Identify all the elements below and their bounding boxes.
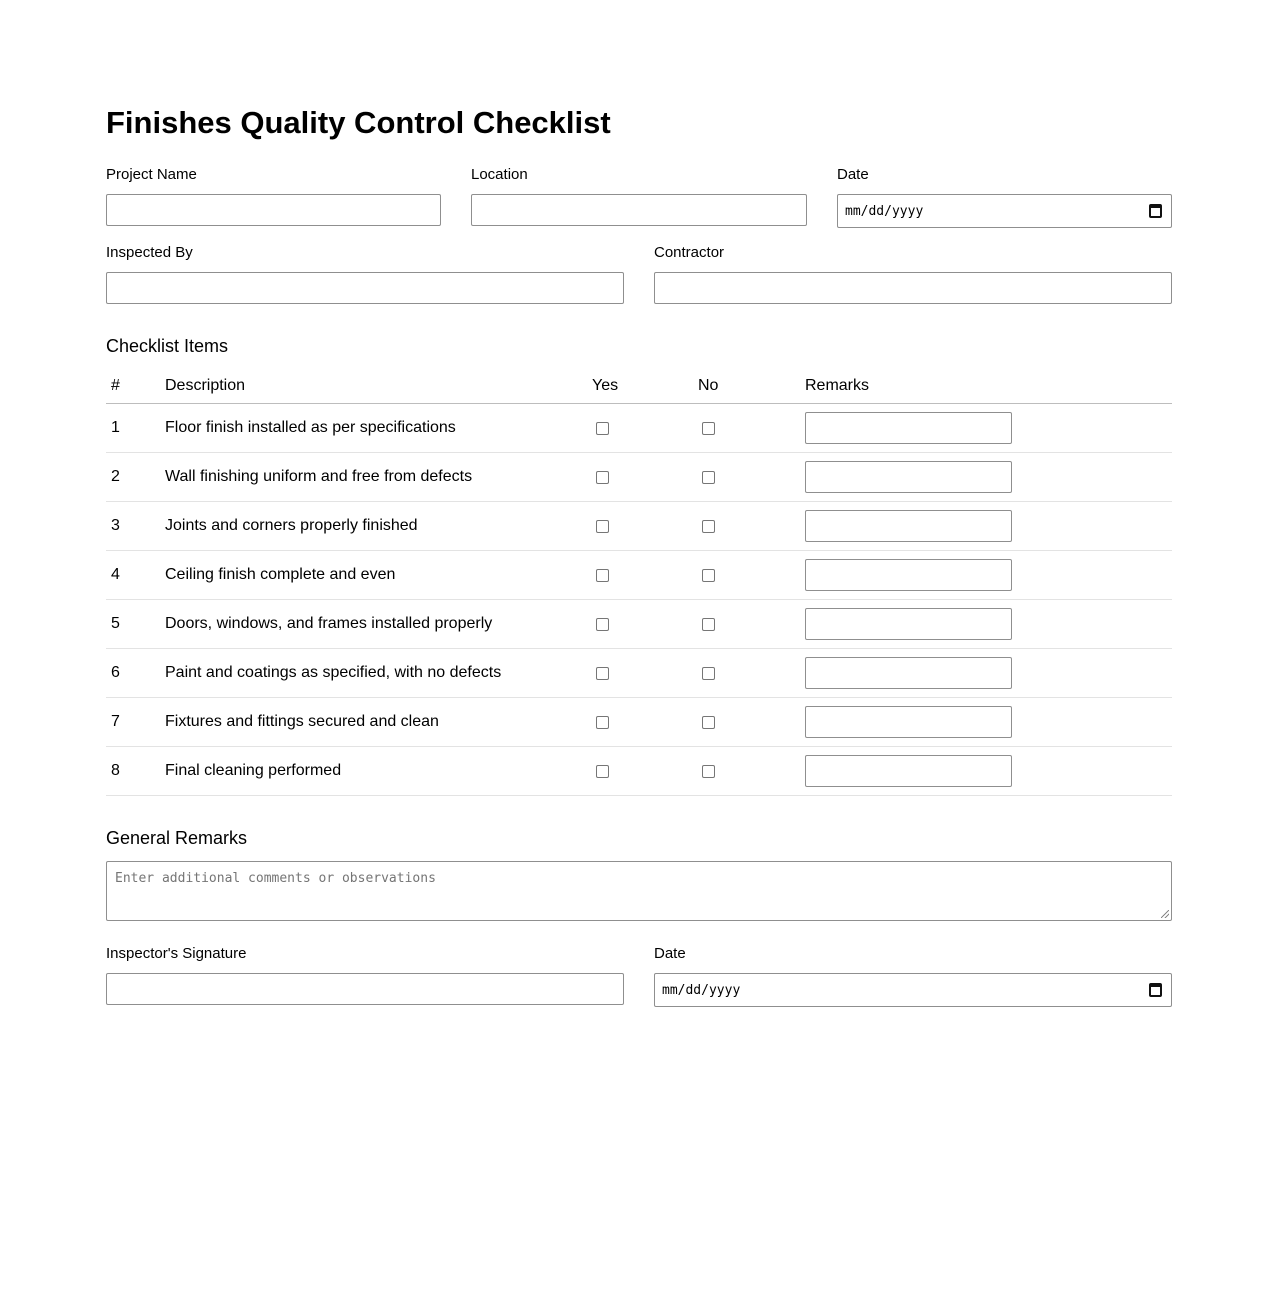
yes-checkbox[interactable] bbox=[596, 520, 609, 533]
checklist-heading: Checklist Items bbox=[106, 336, 229, 356]
item-number: 4 bbox=[111, 566, 120, 583]
project-name-label: Project Name bbox=[106, 166, 197, 183]
no-checkbox[interactable] bbox=[702, 618, 715, 631]
contractor-input[interactable] bbox=[654, 272, 1172, 304]
item-number: 1 bbox=[111, 419, 120, 436]
remarks-input[interactable] bbox=[805, 755, 1012, 787]
inspected-by-label: Inspected By bbox=[106, 244, 193, 261]
inspected-by-input[interactable] bbox=[106, 272, 624, 304]
remarks-input[interactable] bbox=[805, 510, 1012, 542]
item-number: 3 bbox=[111, 517, 120, 534]
page-title: Finishes Quality Control Checklist bbox=[106, 105, 611, 140]
column-header-description: Description bbox=[165, 377, 246, 394]
date-input[interactable] bbox=[837, 194, 1172, 228]
no-checkbox[interactable] bbox=[702, 667, 715, 680]
general-remarks-heading: General Remarks bbox=[106, 828, 248, 848]
date-label: Date bbox=[837, 166, 869, 183]
item-description: Joints and corners properly finished bbox=[165, 517, 418, 534]
table-row bbox=[106, 502, 1172, 551]
yes-checkbox[interactable] bbox=[596, 569, 609, 582]
location-label: Location bbox=[471, 166, 528, 183]
remarks-input[interactable] bbox=[805, 559, 1012, 591]
item-description: Final cleaning performed bbox=[165, 762, 342, 779]
general-remarks-placeholder: Enter additional comments or observations bbox=[115, 871, 436, 886]
remarks-input[interactable] bbox=[805, 706, 1012, 738]
table-row bbox=[106, 747, 1172, 796]
item-number: 5 bbox=[111, 615, 120, 632]
signature-input[interactable] bbox=[106, 973, 624, 1005]
table-row bbox=[106, 551, 1172, 600]
table-row bbox=[106, 600, 1172, 649]
date-placeholder: mm/dd/yyyy bbox=[845, 203, 924, 219]
item-number: 7 bbox=[111, 713, 120, 730]
calendar-icon[interactable] bbox=[1149, 983, 1162, 997]
item-description: Ceiling finish complete and even bbox=[165, 566, 396, 583]
table-row bbox=[106, 649, 1172, 698]
table-row bbox=[106, 404, 1172, 453]
item-number: 8 bbox=[111, 762, 120, 779]
no-checkbox[interactable] bbox=[702, 765, 715, 778]
table-row bbox=[106, 453, 1172, 502]
signature-date-label: Date bbox=[654, 945, 686, 962]
signature-date-input[interactable] bbox=[654, 973, 1172, 1007]
yes-checkbox[interactable] bbox=[596, 618, 609, 631]
remarks-input[interactable] bbox=[805, 412, 1012, 444]
no-checkbox[interactable] bbox=[702, 520, 715, 533]
table-row bbox=[106, 698, 1172, 747]
yes-checkbox[interactable] bbox=[596, 471, 609, 484]
remarks-input[interactable] bbox=[805, 608, 1012, 640]
location-input[interactable] bbox=[471, 194, 807, 226]
resize-handle-icon[interactable] bbox=[1161, 910, 1169, 918]
column-header-no: No bbox=[698, 377, 719, 394]
checklist-table-body bbox=[106, 404, 1172, 796]
signature-label: Inspector's Signature bbox=[106, 945, 247, 962]
no-checkbox[interactable] bbox=[702, 716, 715, 729]
no-checkbox[interactable] bbox=[702, 471, 715, 484]
yes-checkbox[interactable] bbox=[596, 667, 609, 680]
column-header-yes: Yes bbox=[592, 377, 619, 394]
project-name-input[interactable] bbox=[106, 194, 441, 226]
item-description: Doors, windows, and frames installed properly bbox=[165, 615, 493, 632]
item-number: 6 bbox=[111, 664, 120, 681]
no-checkbox[interactable] bbox=[702, 569, 715, 582]
general-remarks-textarea[interactable] bbox=[106, 861, 1172, 921]
remarks-input[interactable] bbox=[805, 461, 1012, 493]
item-description: Floor finish installed as per specifications bbox=[165, 419, 456, 436]
no-checkbox[interactable] bbox=[702, 422, 715, 435]
calendar-icon[interactable] bbox=[1149, 204, 1162, 218]
remarks-input[interactable] bbox=[805, 657, 1012, 689]
yes-checkbox[interactable] bbox=[596, 422, 609, 435]
contractor-label: Contractor bbox=[654, 244, 725, 261]
column-header-num: # bbox=[111, 377, 120, 394]
item-description: Paint and coatings as specified, with no defects bbox=[165, 664, 502, 681]
item-number: 2 bbox=[111, 468, 120, 485]
yes-checkbox[interactable] bbox=[596, 765, 609, 778]
item-description: Wall finishing uniform and free from defects bbox=[165, 468, 473, 485]
item-description: Fixtures and fittings secured and clean bbox=[165, 713, 439, 730]
signature-date-placeholder: mm/dd/yyyy bbox=[662, 982, 741, 998]
yes-checkbox[interactable] bbox=[596, 716, 609, 729]
column-header-remarks: Remarks bbox=[805, 377, 870, 394]
